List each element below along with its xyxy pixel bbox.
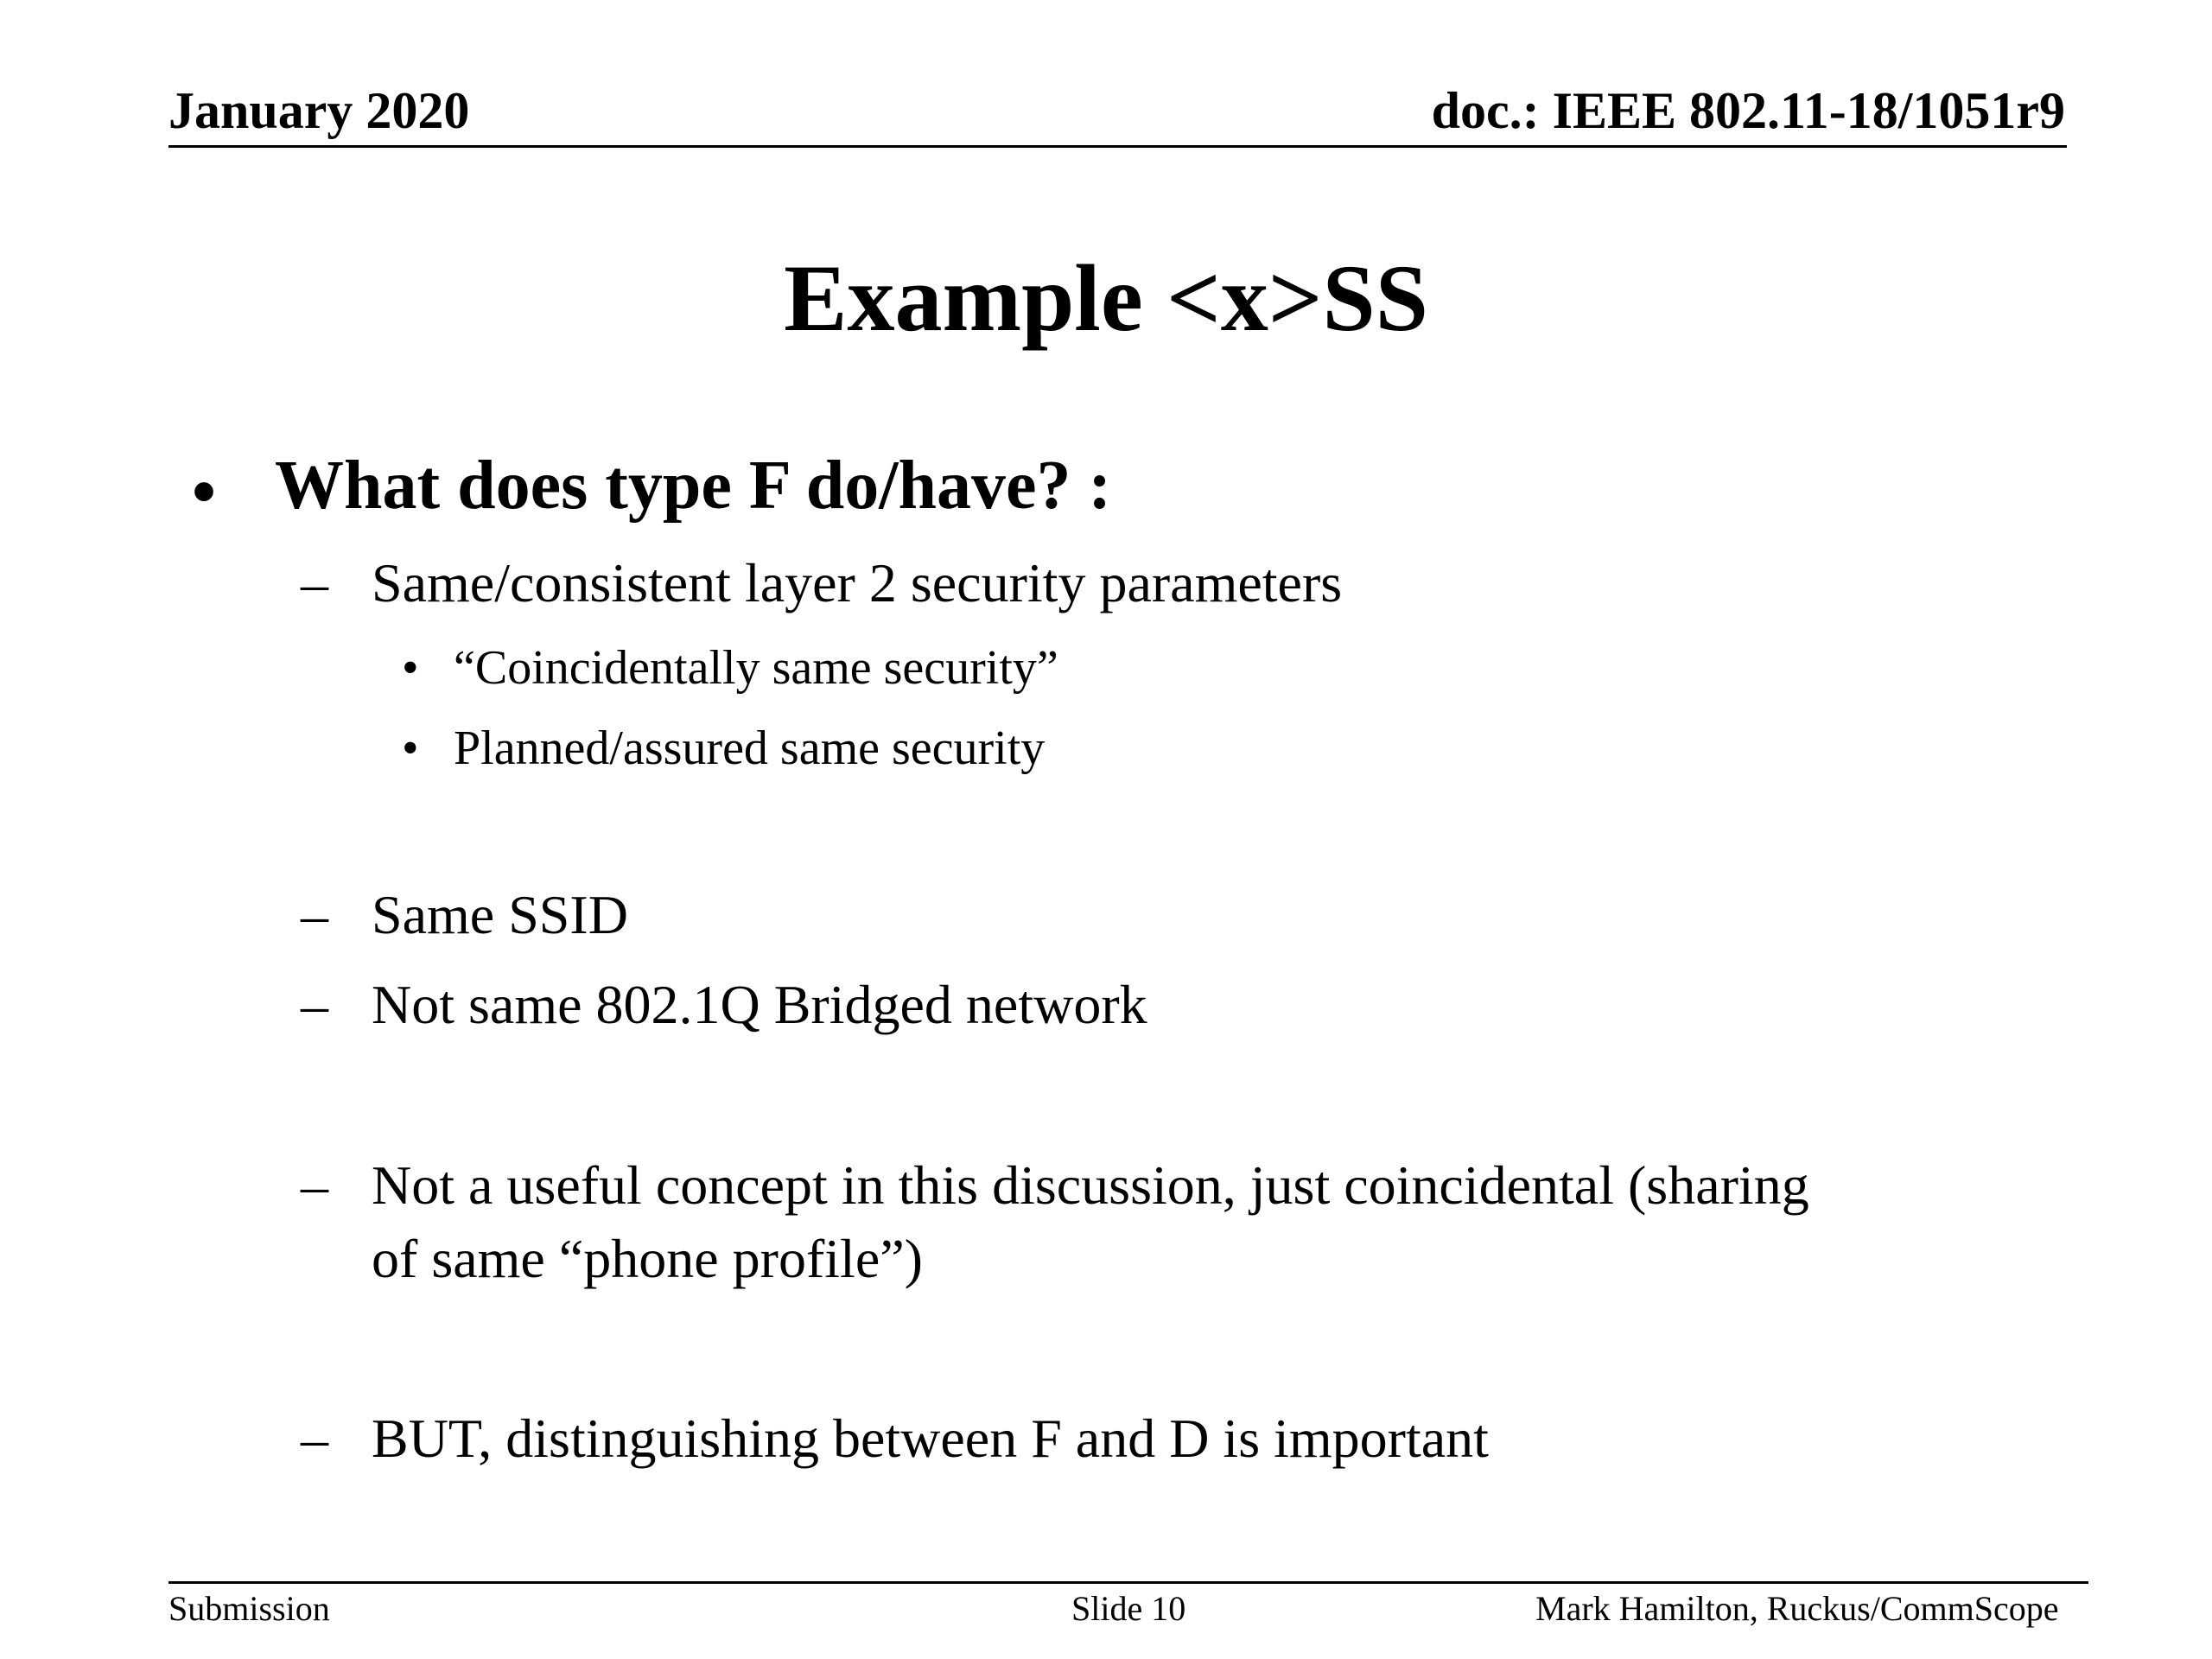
dash-marker: – (301, 1408, 328, 1469)
bullet-marker: • (402, 721, 419, 775)
sub-bullet-same-ssid: Same SSID (372, 884, 628, 945)
footer-submission: Submission (168, 1589, 330, 1628)
dash-marker: – (301, 884, 328, 945)
bullet-main-text: What does type F do/have? : (275, 448, 1112, 524)
dash-marker: – (301, 1154, 328, 1216)
sub-bullet-distinguishing: BUT, distinguishing between F and D is important (372, 1408, 1489, 1469)
slide-title: Example <x>SS (784, 245, 1428, 351)
footer-rule (168, 1581, 2088, 1584)
bullet-marker: • (192, 454, 217, 531)
sub-bullet-not-useful-line2: of same “phone profile”) (372, 1228, 923, 1289)
sub-item-planned: Planned/assured same security (454, 721, 1046, 775)
dash-marker: – (301, 974, 328, 1035)
header-date: January 2020 (168, 82, 470, 139)
footer-author: Mark Hamilton, Ruckus/CommScope (1535, 1589, 2059, 1628)
sub-bullet-security-params: Same/consistent layer 2 security parameters (372, 552, 1343, 613)
header-doc-id: doc.: IEEE 802.11-18/1051r9 (1431, 82, 2065, 139)
bullet-marker: • (402, 641, 419, 695)
sub-bullet-bridged-network: Not same 802.1Q Bridged network (372, 974, 1147, 1035)
footer-slide-number: Slide 10 (1071, 1589, 1186, 1628)
sub-item-coincidental: “Coincidentally same security” (454, 641, 1058, 695)
sub-bullet-not-useful-line1: Not a useful concept in this discussion, just coincidental (sharing (372, 1154, 1809, 1216)
dash-marker: – (301, 552, 328, 613)
